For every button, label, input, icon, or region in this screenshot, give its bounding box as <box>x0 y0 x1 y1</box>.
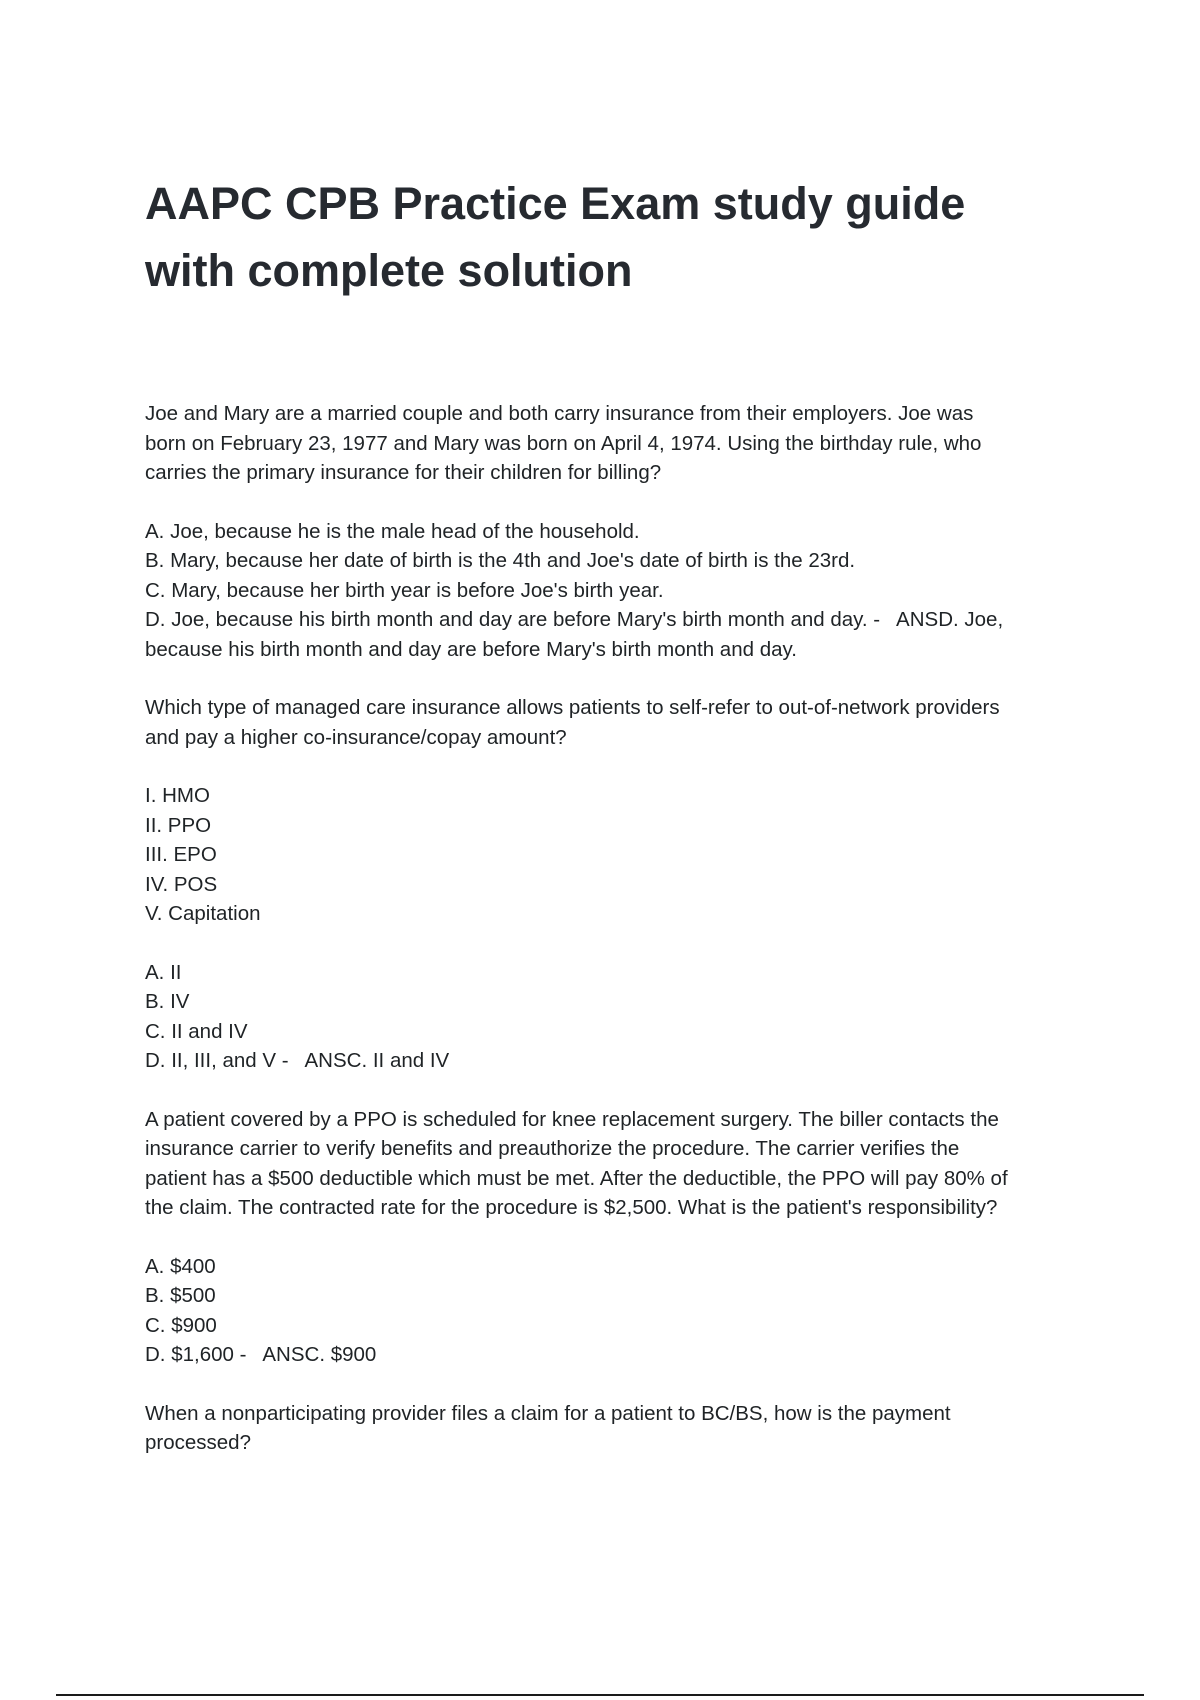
option-line: A. Joe, because he is the male head of the household. <box>145 519 640 543</box>
question-1-options <box>145 517 1085 665</box>
text-line: When a nonparticipating provider files a claim for a patient to BC/BS, how is the payment <box>145 1401 951 1425</box>
option-line: C. II and IV <box>145 1019 248 1043</box>
item-line: I. HMO <box>145 784 210 807</box>
document-title <box>145 170 1085 304</box>
option-line: B. Mary, because her date of birth is the 4th and Joe's date of birth is the 23rd. <box>145 549 856 572</box>
text-line: carries the primary insurance for their children for billing? <box>145 461 662 484</box>
option-line: A. II <box>145 960 182 984</box>
question-4-stem <box>145 1399 1085 1458</box>
question-2-options <box>145 958 1085 1076</box>
option-line: because his birth month and day are before Mary's birth month and day. <box>145 637 797 661</box>
item-line: III. EPO <box>145 843 217 866</box>
text-line: insurance carrier to verify benefits and preauthorize the procedure. The carrier verifies the <box>145 1137 960 1160</box>
option-line: D. $1,600 - ANSC. $900 <box>145 1343 377 1366</box>
question-3-stem <box>145 1105 1085 1223</box>
item-line: V. Capitation <box>145 902 261 925</box>
question-3-options <box>145 1252 1085 1370</box>
title-line-2: with complete solution <box>145 245 633 296</box>
option-line: C. Mary, because her birth year is before Joe's birth year. <box>145 578 664 602</box>
text-line: and pay a higher co-insurance/copay amount? <box>145 725 567 749</box>
item-line: IV. POS <box>145 872 218 896</box>
text-line: Which type of managed care insurance allows patients to self-refer to out-of-network providers <box>145 696 1000 719</box>
text-line: the claim. The contracted rate for the procedure is $2,500. What is the patient's responsibility? <box>145 1196 998 1219</box>
title-line-1: AAPC CPB Practice Exam study guide <box>145 178 966 229</box>
option-line: D. Joe, because his birth month and day are before Mary's birth month and day. - ANSD. Joe, <box>145 608 1004 631</box>
question-1-stem <box>145 399 1085 488</box>
item-line: II. PPO <box>145 813 212 837</box>
text-line: A patient covered by a PPO is scheduled for knee replacement surgery. The biller contacts the <box>145 1107 999 1131</box>
page-bottom-divider <box>56 1694 1144 1696</box>
option-line: C. $900 <box>145 1313 217 1337</box>
question-2-stem <box>145 693 1085 752</box>
option-line: A. $400 <box>145 1254 216 1278</box>
option-line: B. IV <box>145 990 190 1013</box>
text-line: Joe and Mary are a married couple and both carry insurance from their employers. Joe was <box>145 402 974 425</box>
text-line: born on February 23, 1977 and Mary was born on April 4, 1974. Using the birthday rule, who <box>145 431 982 455</box>
text-line: patient has a $500 deductible which must be met. After the deductible, the PPO will pay 80% of <box>145 1166 1008 1190</box>
question-2-items <box>145 781 1085 929</box>
option-line: D. II, III, and V - ANSC. II and IV <box>145 1049 450 1072</box>
document-body <box>145 399 1085 1458</box>
option-line: B. $500 <box>145 1284 216 1307</box>
document-page <box>145 170 1085 1487</box>
text-line: processed? <box>145 1431 251 1454</box>
